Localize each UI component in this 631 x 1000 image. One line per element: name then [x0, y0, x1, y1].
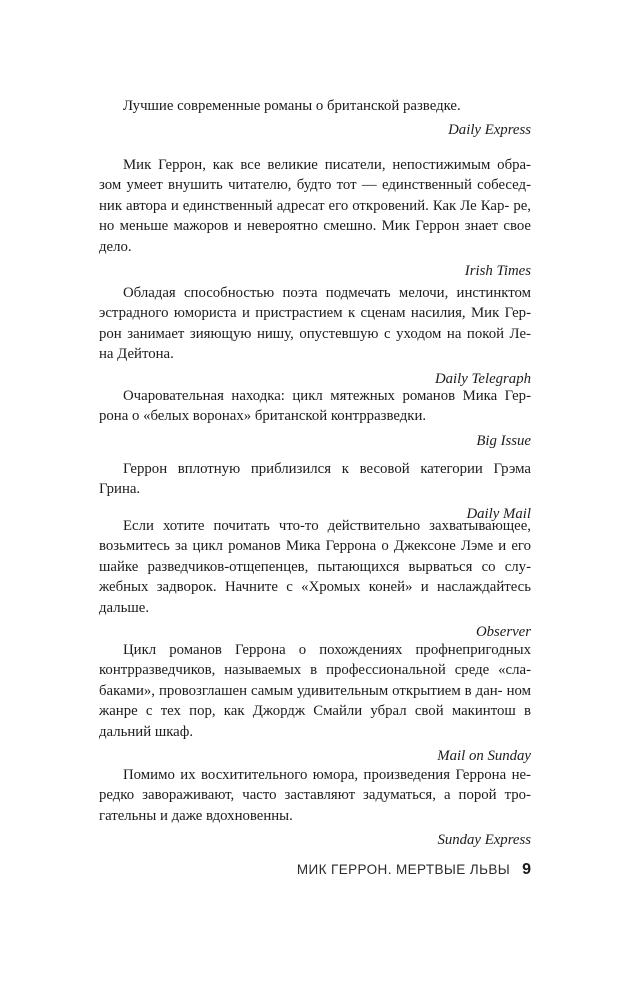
running-title: МИК ГЕРРОН. МЕРТВЫЕ ЛЬВЫ	[296, 862, 511, 877]
review-quote	[99, 640, 531, 766]
review-quote	[99, 155, 531, 281]
quote-source: Daily Telegraph	[434, 370, 531, 387]
quote-text: Обладая способностью поэта подмечать мелочи, инстинктом эстрадного юмориста и пристрастием к сценам насилия, Мик Гер- рон занимает зияющую нишу, опустевшую с уходом на покой Ле- на Дейтона.	[99, 285, 531, 363]
quote-source: Big Issue	[476, 432, 531, 449]
review-quote	[99, 516, 531, 642]
page-number: 9	[522, 861, 531, 878]
review-quote	[99, 386, 531, 451]
quote-source: Sunday Express	[437, 832, 531, 849]
quote-text: Очаровательная находка: цикл мятежных романов Мика Гер- рона о «белых воронах» британской контрразведки.	[99, 388, 531, 425]
quote-source: Observer	[475, 624, 531, 641]
review-quote	[99, 765, 531, 851]
review-quote	[99, 283, 531, 389]
quote-source: Daily Mail	[466, 505, 531, 522]
quote-text: Если хотите почитать что-то действительно захватывающее, возьмитесь за цикл романов Мика Геррона о Джексоне Лэме и его шайке разведчиков-отщепенцев, пытающихся вырваться со слу- жебных задворок. Начните с «Хромых коней» и наслаждайтесь дальше.	[99, 518, 531, 616]
page-footer	[99, 861, 531, 879]
quote-source: Daily Express	[448, 122, 531, 139]
quote-text: Мик Геррон, как все великие писатели, непостижимым обра- зом умеет внушить читателю, будто тот — единственный собесед- ник автора и единственный адресат его откровений. Как Ле Кар- ре, но меньше мажоров и невероятно смешно. Мик Геррон знает свое дело.	[99, 157, 531, 255]
quote-text: Помимо их восхитительного юмора, произведения Геррона не- редко завораживают, часто заставляют задуматься, а порой тро- гательны и даже вдохновенны.	[99, 767, 531, 824]
review-quote	[99, 459, 531, 524]
quote-source: Irish Times	[464, 263, 531, 280]
quote-text: Цикл романов Геррона о похождениях профнепригодных контрразведчиков, называемых в профессиональной среде «сла- баками», провозглашен самым удивительным открытием в дан- ном жанре с тех пор, как Джордж Смайли убрал свой макинтош в дальний шкаф.	[99, 642, 531, 740]
quote-text: Геррон вплотную приблизился к весовой категории Грэма Грина.	[99, 461, 531, 498]
quote-text: Лучшие современные романы о британской разведке.	[123, 98, 461, 114]
review-quote	[99, 96, 531, 141]
quote-source: Mail on Sunday	[437, 748, 531, 765]
